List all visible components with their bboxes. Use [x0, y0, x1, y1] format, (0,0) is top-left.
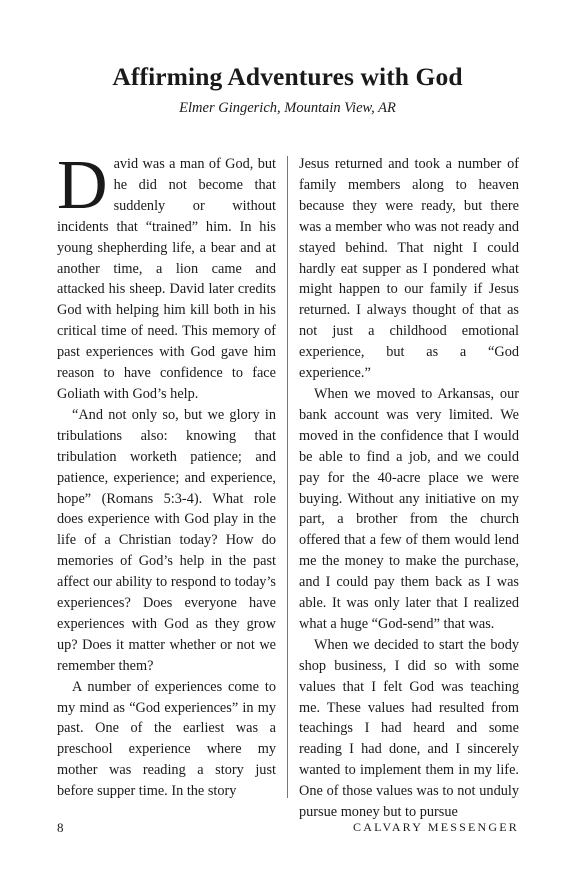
article-byline: Elmer Gingerich, Mountain View, AR [179, 100, 396, 116]
paragraph: When we decided to start the body shop business, I did so with some values that I felt God was teaching me. These values had resulted from teachings I had heard and some reading I had done, and I sincerely wanted to implement them in my life. One of those values was to not unduly pursue money but to pursue [299, 636, 519, 821]
paragraph: When we moved to Arkansas, our bank account was very limited. We moved in the confidence that I would be able to find a job, and we could pay for the 40-acre place we were buying. Without any initiative on my part, a brother from the church offered that a few of them would lend me the money to make the purchase, and I could pay them back as I was able. It was only later that I realized what a huge “God-send” that was. [299, 385, 519, 632]
page-number: 8 [57, 820, 64, 835]
paragraph [57, 147, 276, 405]
left-column [57, 147, 276, 802]
right-column [299, 154, 519, 823]
article-title: Affirming Adventures with God [112, 62, 463, 91]
paragraph: A number of experiences come to my mind as “God experiences” in my past. One of the earliest was a preschool experience where my mother was reading a story just before supper time. In the story [57, 678, 276, 800]
paragraph: “And not only so, but we glory in tribulations also: knowing that tribulation worketh patience; and patience, experience; and experience, hope” (Romans 5:3-4). What role does experience with God play in the life of a Christian today? How do memories of God’s help in the past affect our ability to respond to today’s experiences? Does everyone have experiences with God as they grow up? Does it matter whether or not we remember them? [57, 406, 276, 674]
paragraph: Jesus returned and took a number of family members along to heaven because they were ready, but there was a member who was not ready and stayed behind. That night I could hardly eat supper as I pondered what might happen to our family if Jesus returned. I always thought of that as not just a childhood emotional experience, but as a “God experience.” [299, 156, 519, 382]
column-divider [287, 156, 288, 798]
paragraph-text: avid was a man of God, but he did not become that suddenly or without incidents that “trained” him. In his young shepherding life, a bear and at another time, a lion came and attacked his sheep. David later credits God with helping him kill both in his critical time of need. This memory of past experiences with God gave him reason to have confidence to face Goliath with God’s help. [57, 156, 276, 402]
drop-cap: D [57, 147, 108, 224]
running-footer: CALVARY MESSENGER [353, 820, 519, 834]
